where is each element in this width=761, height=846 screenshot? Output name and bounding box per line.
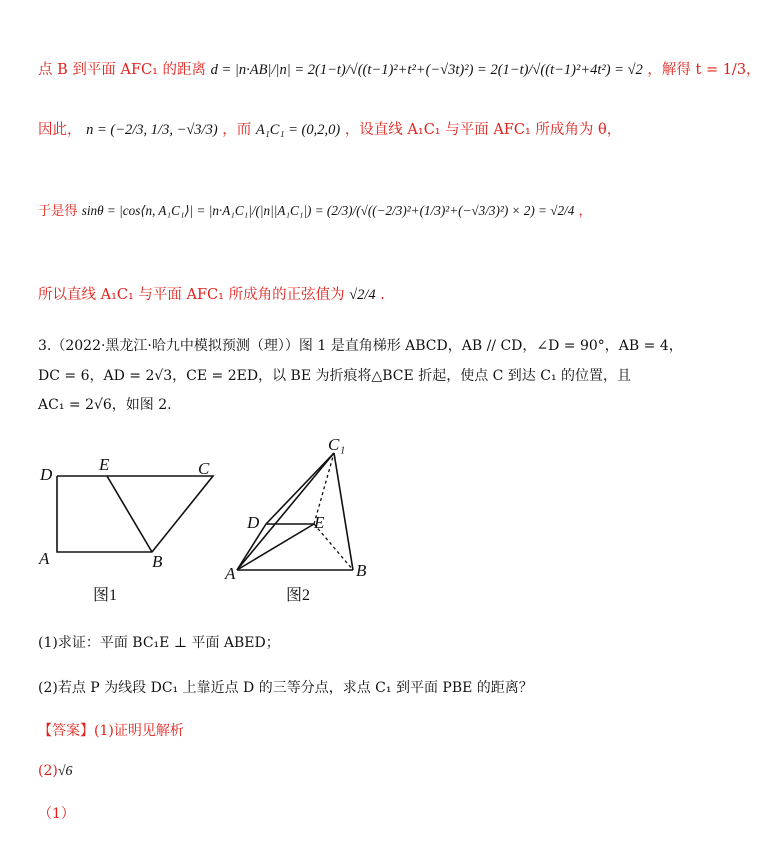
fig1-label-D: D — [40, 465, 53, 484]
figures — [0, 435, 642, 620]
line1-formula: d = |n·AB|/|n| = 2(1−t)/√((t−1)²+t²+(−√3t)²) = 2(1−t)/√((t−1)²+4t²) = √2 — [210, 62, 643, 78]
problem-line-1: 3.（2022·黑龙江·哈九中模拟预测（理））图 1 是直角梯形 ABCD，AB // CD，∠D = 90°，AB = 4， — [38, 338, 683, 354]
solution-line-3 — [38, 200, 592, 219]
question-2: (2)若点 P 为线段 DC₁ 上靠近点 D 的三等分点，求点 C₁ 到平面 PBE 的距离？ — [38, 680, 533, 696]
line4-formula: √2/4 — [349, 287, 376, 303]
fig1-label-E: E — [99, 455, 110, 474]
answer-line — [38, 720, 184, 740]
fig1-label-C: C — [198, 459, 210, 478]
answer-section-1: （1） — [38, 806, 75, 822]
answer-part-2-value: √6 — [57, 764, 73, 779]
problem-line-3: AC₁ = 2√6，如图 2. — [38, 397, 172, 413]
solution-line-1 — [38, 58, 761, 79]
problem-line-2: DC = 6，AD = 2√3，CE = 2ED，以 BE 为折痕将△BCE 折起，使点 C 到达 C₁ 的位置，且 — [38, 368, 632, 384]
line3-suffix: ， — [578, 204, 592, 219]
line4-suffix: . — [380, 287, 385, 303]
answer-part-2-prefix: (2) — [38, 763, 58, 779]
fig2-label-C1: C₁ — [328, 435, 346, 454]
answer-part-1: (1)证明见解析 — [94, 723, 184, 739]
fig1-label-B: B — [152, 552, 163, 571]
answer-line-2 — [38, 763, 73, 780]
line2-formula: n = (−2/3, 1/3, −√3/3) — [86, 122, 218, 138]
fig1-label-A: A — [39, 549, 50, 568]
line4-prefix: 所以直线 A₁C₁ 与平面 AFC₁ 所成角的正弦值为 — [38, 287, 345, 303]
fig2-label-A: A — [225, 564, 236, 583]
line2-mid: ，而 — [222, 122, 252, 138]
line2-prefix: 因此， — [38, 122, 82, 138]
solution-line-2 — [38, 118, 621, 139]
fig2-label-B: B — [356, 561, 367, 580]
solution-line-4 — [38, 283, 385, 304]
figure-1 — [57, 476, 213, 552]
line3-prefix: 于是得 — [38, 204, 78, 219]
fig2-label-E: E — [314, 513, 325, 532]
line1-prefix: 点 B 到平面 AFC₁ 的距离 — [38, 62, 207, 78]
line1-suffix: ，解得 t = 1/3， — [647, 62, 761, 78]
line2-formula2: A₁C₁ = (0,2,0) — [255, 122, 341, 138]
fig2-caption: 图2 — [286, 587, 311, 604]
line3-formula: sinθ = |cos⟨n, A₁C₁⟩| = |n·A₁C₁|/(|n||A₁C₁|) = (2/3)/(√((−2/3)²+(1/3)²+(−√3/3)²) × 2) = √2/4 — [81, 203, 575, 218]
fig2-label-D: D — [247, 513, 260, 532]
line2-suffix: ，设直线 A₁C₁ 与平面 AFC₁ 所成角为 θ， — [344, 122, 622, 138]
answer-tag: 【答案】 — [38, 723, 94, 739]
figure-2 — [237, 453, 353, 570]
question-1: (1)求证：平面 BC₁E ⊥ 平面 ABED； — [38, 635, 280, 651]
fig1-caption: 图1 — [93, 587, 118, 604]
